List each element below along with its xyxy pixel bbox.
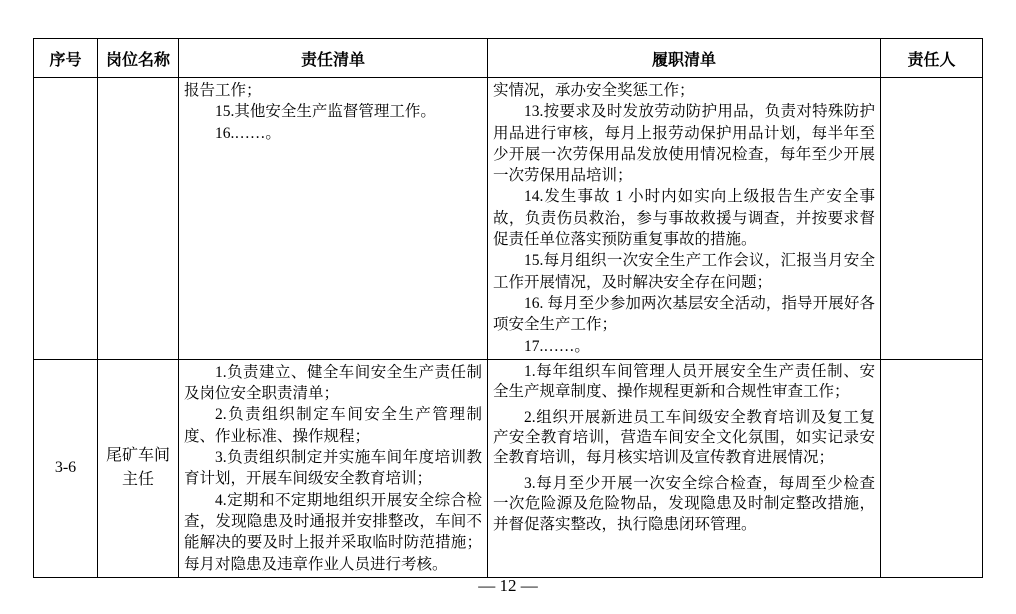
cell-serial bbox=[34, 78, 98, 360]
list-item: 1.每年组织车间管理人员开展安全生产责任制、安全生产规章制度、操作规程更新和合规性审查工作； bbox=[493, 362, 875, 401]
list-item: 15.每月组织一次安全生产工作会议，汇报当月安全工作开展情况，及时解决安全存在问题； bbox=[493, 252, 875, 291]
page-number: — 12 — bbox=[478, 576, 538, 595]
cell-duty-list bbox=[488, 78, 881, 360]
table-header-row bbox=[34, 39, 983, 78]
list-item: 2.负责组织制定车间安全生产管理制度、作业标准、操作规程； bbox=[184, 406, 482, 445]
column-header-serial: 序号 bbox=[34, 39, 98, 78]
cell-duty-list bbox=[488, 359, 881, 577]
list-item: 16.……。 bbox=[215, 124, 281, 142]
cell-responsibility-list bbox=[179, 78, 488, 360]
list-item: 16. 每月至少参加两次基层安全活动，指导开展好各项安全生产工作； bbox=[493, 294, 875, 334]
responsibility-table bbox=[33, 38, 983, 578]
cell-serial: 3-6 bbox=[34, 359, 98, 577]
cell-position: 尾矿车间主任 bbox=[98, 359, 179, 577]
list-item: 15.其他安全生产监督管理工作。 bbox=[215, 103, 436, 121]
column-header-duty-list: 履职清单 bbox=[488, 39, 881, 78]
cell-responsible-person bbox=[881, 359, 983, 577]
list-item: 2.组织开展新进员工车间级安全教育培训及复工复产安全教育培训，营造车间安全文化氛围，如实记录安全教育培训，每月核实培训及宣传教育进展情况； bbox=[493, 408, 875, 467]
list-item: 1.负责建立、健全车间安全生产责任制及岗位安全职责清单； bbox=[184, 363, 482, 403]
table-row-continued bbox=[34, 78, 983, 360]
cell-position bbox=[98, 78, 179, 360]
cell-responsibility-list bbox=[179, 359, 488, 577]
list-item: 17.……。 bbox=[524, 337, 590, 355]
list-item: 14.发生事故 1 小时内如实向上级报告生产安全事故，负责伤员救治，参与事故救援与调查，并按要求督促责任单位落实预防重复事故的措施。 bbox=[493, 188, 875, 249]
list-item: 3.负责组织制定并实施车间年度培训教育计划，开展车间级安全教育培训； bbox=[184, 449, 482, 488]
cell-responsible-person bbox=[881, 78, 983, 360]
list-item: 报告工作； bbox=[184, 82, 262, 99]
column-header-responsible-person: 责任人 bbox=[881, 39, 983, 78]
list-item: 3.每月至少开展一次安全综合检查，每周至少检查一次危险源及危险物品，发现隐患及时制定整改措施，并督促落实整改，执行隐患闭环管理。 bbox=[493, 474, 875, 533]
list-item: 13.按要求及时发放劳动防护用品，负责对特殊防护用品进行审核，每月上报劳动保护用品计划，每半年至少开展一次劳保用品发放使用情况检查，每年至少开展一次劳保用品培训； bbox=[493, 103, 875, 185]
column-header-position: 岗位名称 bbox=[98, 39, 179, 78]
list-item: 4.定期和不定期地组织开展安全综合检查，发现隐患及时通报并安排整改，车间不能解决的要及时上报并采取临时防范措施；每月对隐患及违章作业人员进行考核。 bbox=[184, 491, 482, 573]
table-row-tailings-workshop-director bbox=[34, 359, 983, 577]
list-item: 实情况，承办安全奖惩工作； bbox=[493, 82, 695, 99]
column-header-responsibility-list: 责任清单 bbox=[179, 39, 488, 78]
